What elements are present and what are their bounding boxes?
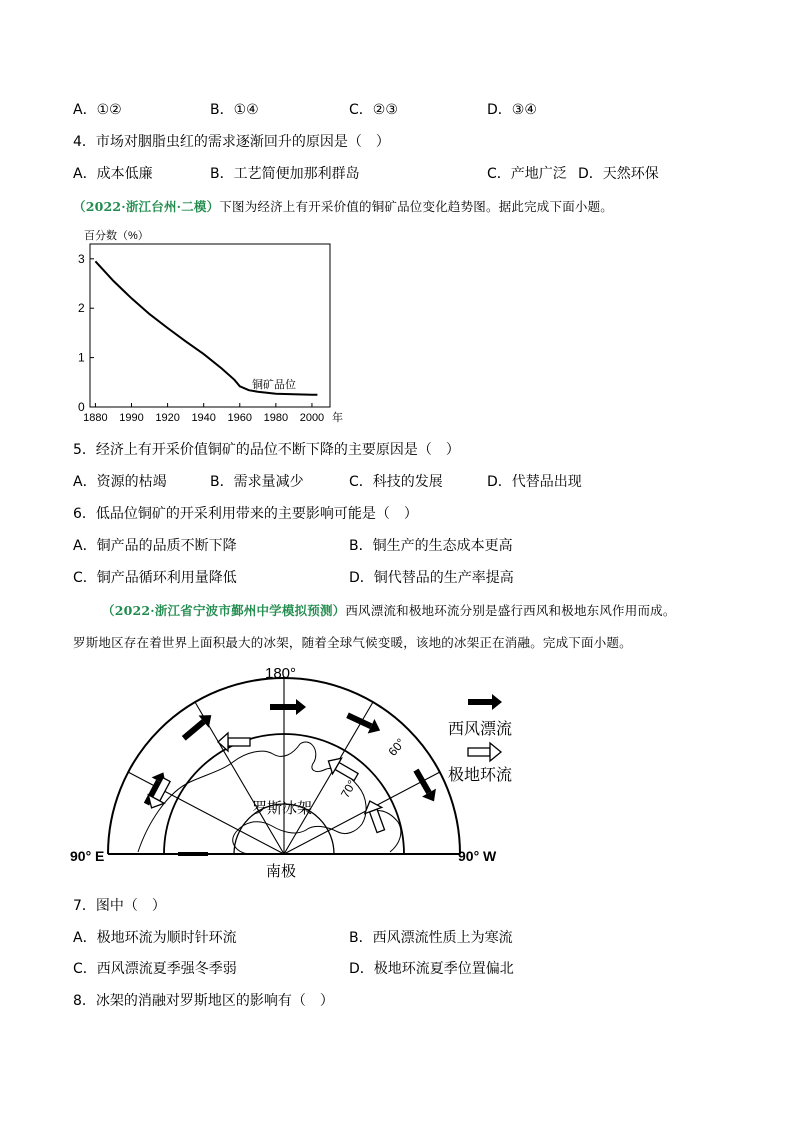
ross-ocean-current-map <box>68 662 538 884</box>
q5-stem: 5．经济上有开采价值铜矿的品位不断下降的主要原因是（ ） <box>73 442 460 458</box>
q7-option-d: D．极地环流夏季位置偏北 <box>349 961 514 977</box>
chart-series-label: 铜矿品位 <box>252 379 296 391</box>
q5-option-d: D．代替品出现 <box>487 474 582 490</box>
legend-hollow-arrow <box>468 743 501 761</box>
q4-option-b: B．工艺简便加那利群岛 <box>210 166 360 182</box>
passage-ross-line1 <box>102 603 676 619</box>
copper-grade-chart <box>70 222 355 427</box>
q6-option-d: D．铜代替品的生产率提高 <box>349 570 514 586</box>
passage-ross-text1: 西风漂流和极地环流分别是盛行西风和极地东风作用而成。 <box>345 603 676 618</box>
passage-copper-source: （2022·浙江台州·二模） <box>73 199 220 214</box>
legend-solid-arrow <box>468 694 502 710</box>
legend-polar-current: 极地环流 <box>448 767 513 784</box>
label-south-pole: 南极 <box>266 863 297 880</box>
passage-ross-line2: 罗斯地区存在着世界上面积最大的冰架，随着全球气候变暖，该地的冰架正在消融。完成下面小题。 <box>73 635 632 650</box>
q7-option-b: B．西风漂流性质上为寒流 <box>349 930 513 946</box>
q3-option-b: B．①④ <box>210 102 259 118</box>
y-tick-label: 0 <box>78 400 85 414</box>
passage-ross-source: （2022·浙江省宁波市鄞州中学模拟预测） <box>102 603 346 618</box>
q7-stem: 7．图中（ ） <box>73 898 166 914</box>
x-tick-label: 1980 <box>263 412 289 424</box>
q8-stem: 8．冰架的消融对罗斯地区的影响有（ ） <box>73 993 334 1009</box>
q3-option-a: A．①② <box>73 102 122 118</box>
passage-copper-text: 下图为经济上有开采价值的铜矿品位变化趋势图。据此完成下面小题。 <box>219 199 613 214</box>
label-70-degrees: 70° <box>337 777 360 801</box>
chart-y-ticks <box>78 252 94 414</box>
chart-x-ticks <box>83 403 324 424</box>
q4-stem: 4．市场对胭脂虫红的需求逐渐回升的原因是（ ） <box>73 134 390 150</box>
x-tick-label: 2000 <box>299 412 325 424</box>
map-legend <box>448 694 512 784</box>
legend-west-wind-drift: 西风漂流 <box>448 721 513 738</box>
q5-option-a: A．资源的枯竭 <box>73 474 167 490</box>
x-tick-label: 1990 <box>119 412 144 424</box>
q7-option-a: A．极地环流为顺时针环流 <box>73 930 237 946</box>
q4-option-c: C．产地广泛 <box>487 166 567 182</box>
label-60-degrees: 60° <box>385 735 408 759</box>
chart-ylabel: 百分数（%） <box>84 230 149 242</box>
q4-option-a: A．成本低廉 <box>73 166 153 182</box>
label-90w: 90° W <box>458 848 497 864</box>
passage-copper <box>73 199 613 215</box>
q6-option-a: A．铜产品的品质不断下降 <box>73 538 237 554</box>
x-tick-label: 1940 <box>191 412 216 424</box>
x-tick-label: 1920 <box>155 412 180 424</box>
q5-option-b: B．需求量减少 <box>210 474 304 490</box>
chart-xlabel: 年 <box>332 412 343 424</box>
q7-option-c: C．西风漂流夏季强冬季弱 <box>73 961 237 977</box>
y-tick-label: 2 <box>78 301 85 316</box>
y-tick-label: 3 <box>78 251 85 266</box>
q6-stem: 6．低品位铜矿的开采利用带来的主要影响可能是（ ） <box>73 506 418 522</box>
q5-option-c: C．科技的发展 <box>349 474 443 490</box>
chart-series-copper-grade <box>95 261 317 394</box>
y-tick-label: 1 <box>78 350 85 365</box>
q6-option-c: C．铜产品循环利用量降低 <box>73 570 237 586</box>
q3-option-d: D．③④ <box>487 102 537 118</box>
q4-option-d: D．天然环保 <box>578 166 659 182</box>
q6-option-b: B．铜生产的生态成本更高 <box>349 538 513 554</box>
label-90e: 90° E <box>70 848 105 864</box>
x-tick-label: 1960 <box>227 412 253 424</box>
label-180: 180° <box>265 665 297 682</box>
q3-option-c: C．②③ <box>349 102 398 118</box>
label-ross-ice-shelf: 罗斯冰架 <box>252 800 313 817</box>
x-tick-label: 1880 <box>83 412 108 424</box>
